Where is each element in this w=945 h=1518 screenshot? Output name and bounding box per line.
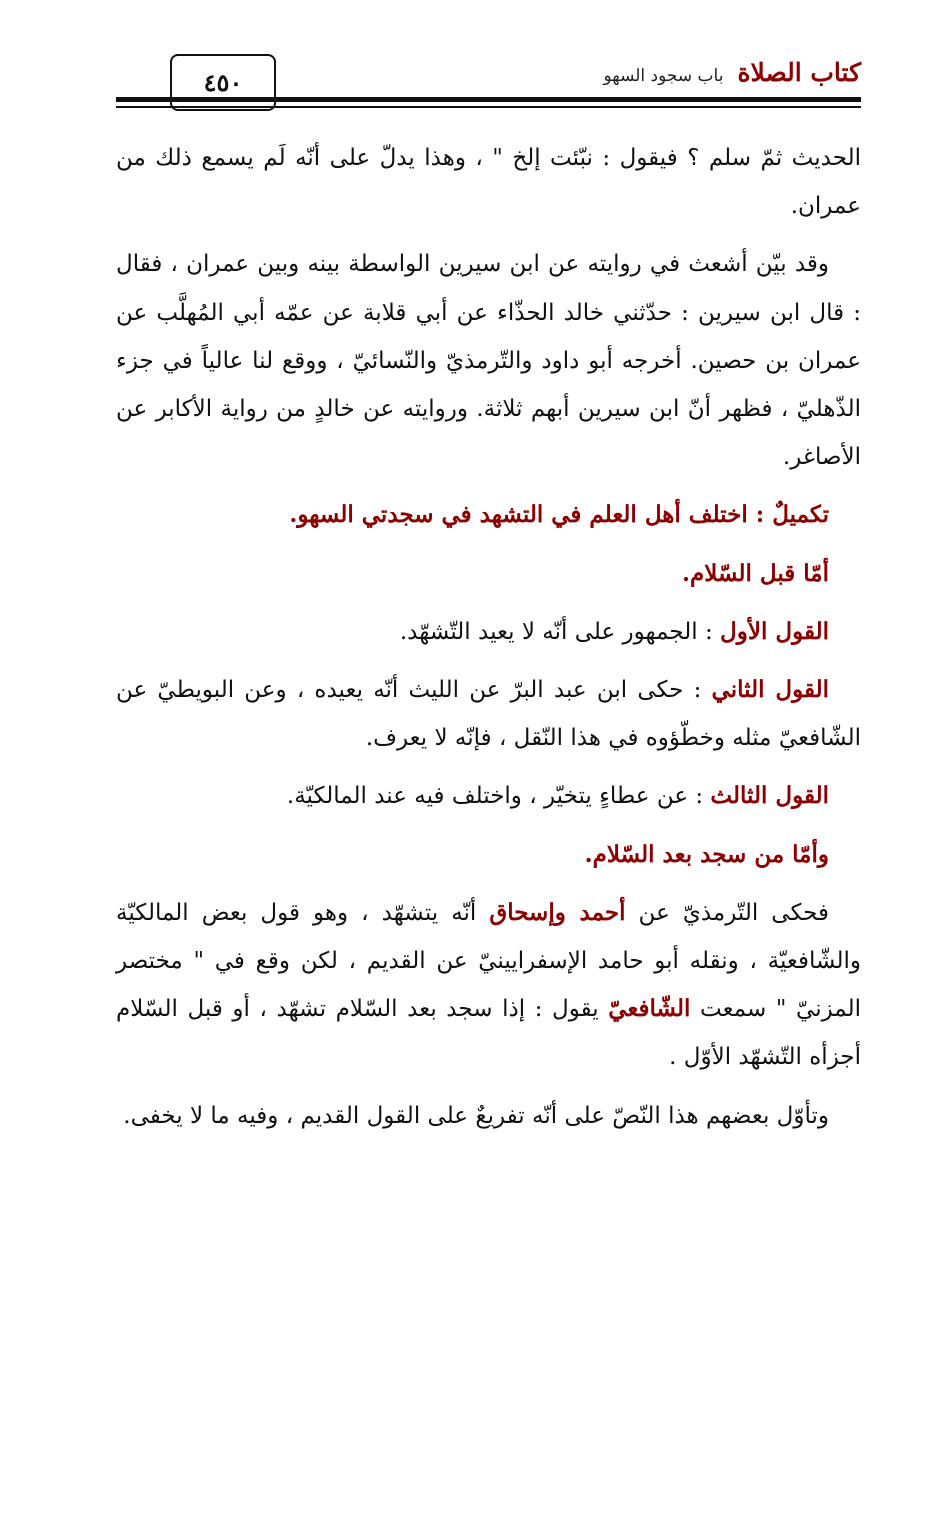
opinion-1 bbox=[116, 608, 861, 656]
book-title: كتاب الصلاة bbox=[737, 58, 861, 87]
section-heading-completion bbox=[116, 491, 861, 539]
p9-name-ahmad-ishaq: أحمد وإسحاق bbox=[489, 898, 626, 926]
opinion-1-label: القول الأول bbox=[720, 617, 829, 645]
opinion-2-label: القول الثاني bbox=[711, 676, 829, 704]
page-number: ٤٥٠ bbox=[170, 54, 276, 111]
paragraph-2: وقد بيّن أشعث في روايته عن ابن سيرين الواسطة بينه وبين عمران ، فقال : قال ابن سيرين : حدّثني خالد الحذّاء عن أبي قلابة عن عمّه أبي المُهلَّب عن عمران بن حصين. أخرجه أبو داود والتّرمذيّ والنّسائيّ ، ووقع لنا عالياً في جزء الذّهليّ ، فظهر أنّ ابن سيرين أبهم ثلاثة. وروايته عن خالدٍ من رواية الأكابر عن الأصاغر. bbox=[116, 251, 861, 471]
page-body bbox=[116, 134, 861, 1150]
heading-completion: تكميلٌ : اختلف أهل العلم في التشهد في سجدتي السهو. bbox=[289, 501, 829, 529]
opinion-1-text: : الجمهور على أنّه لا يعيد التّشهّد. bbox=[399, 618, 721, 645]
page-header bbox=[116, 52, 861, 112]
opinion-3 bbox=[116, 772, 861, 820]
header-rule-thick bbox=[116, 97, 861, 102]
p9-name-shafii: الشّافعيّ bbox=[608, 995, 691, 1023]
opinion-3-text: : عن عطاءٍ يتخيّر ، واختلف فيه عند المالكيّة. bbox=[286, 783, 711, 810]
running-head bbox=[603, 58, 861, 87]
opinion-2 bbox=[116, 666, 861, 762]
p9-part-e: يقول : إذا سجد بعد السّلام تشهّد ، أو قبل السّلام أجزأه التّشهّد الأوّل . bbox=[116, 996, 861, 1071]
paragraph-10: وتأوّل بعضهم هذا النّصّ على أنّه تفريعٌ على القول القديم ، وفيه ما لا يخفى. bbox=[123, 1102, 829, 1129]
opinion-2-text: : حكى ابن عبد البرّ عن الليث أنّه يعيده ، وعن البويطيّ عن الشّافعيّ مثله وخطّؤوه في هذا النّقل ، فإنّه لا يعرف. bbox=[116, 677, 861, 752]
section-heading-before-salam bbox=[116, 550, 861, 598]
opinion-3-label: القول الثالث bbox=[710, 782, 829, 810]
section-heading-after-salam bbox=[116, 831, 861, 879]
chapter-title: باب سجود السهو bbox=[603, 66, 724, 86]
header-rule-thin bbox=[116, 106, 861, 108]
heading-after-salam: وأمّا من سجد بعد السّلام. bbox=[584, 840, 829, 868]
p9-part-c: أنّه يتشهّد ، وهو قول بعض المالكيّة والشّافعيّة ، ونقله أبو حامد الإسفرايينيّ عن القديم ، لكن وقع في " مختصر المزنيّ " سمعت bbox=[116, 899, 862, 1023]
heading-before-salam: أمّا قبل السّلام. bbox=[682, 559, 829, 587]
paragraph-9 bbox=[116, 889, 861, 1082]
paragraph-1: الحديث ثمّ سلم ؟ فيقول : نبّئت إلخ " ، وهذا يدلّ على أنّه لَم يسمع ذلك من عمران. bbox=[116, 145, 861, 220]
p9-part-a: فحكى التّرمذيّ عن bbox=[625, 899, 829, 926]
